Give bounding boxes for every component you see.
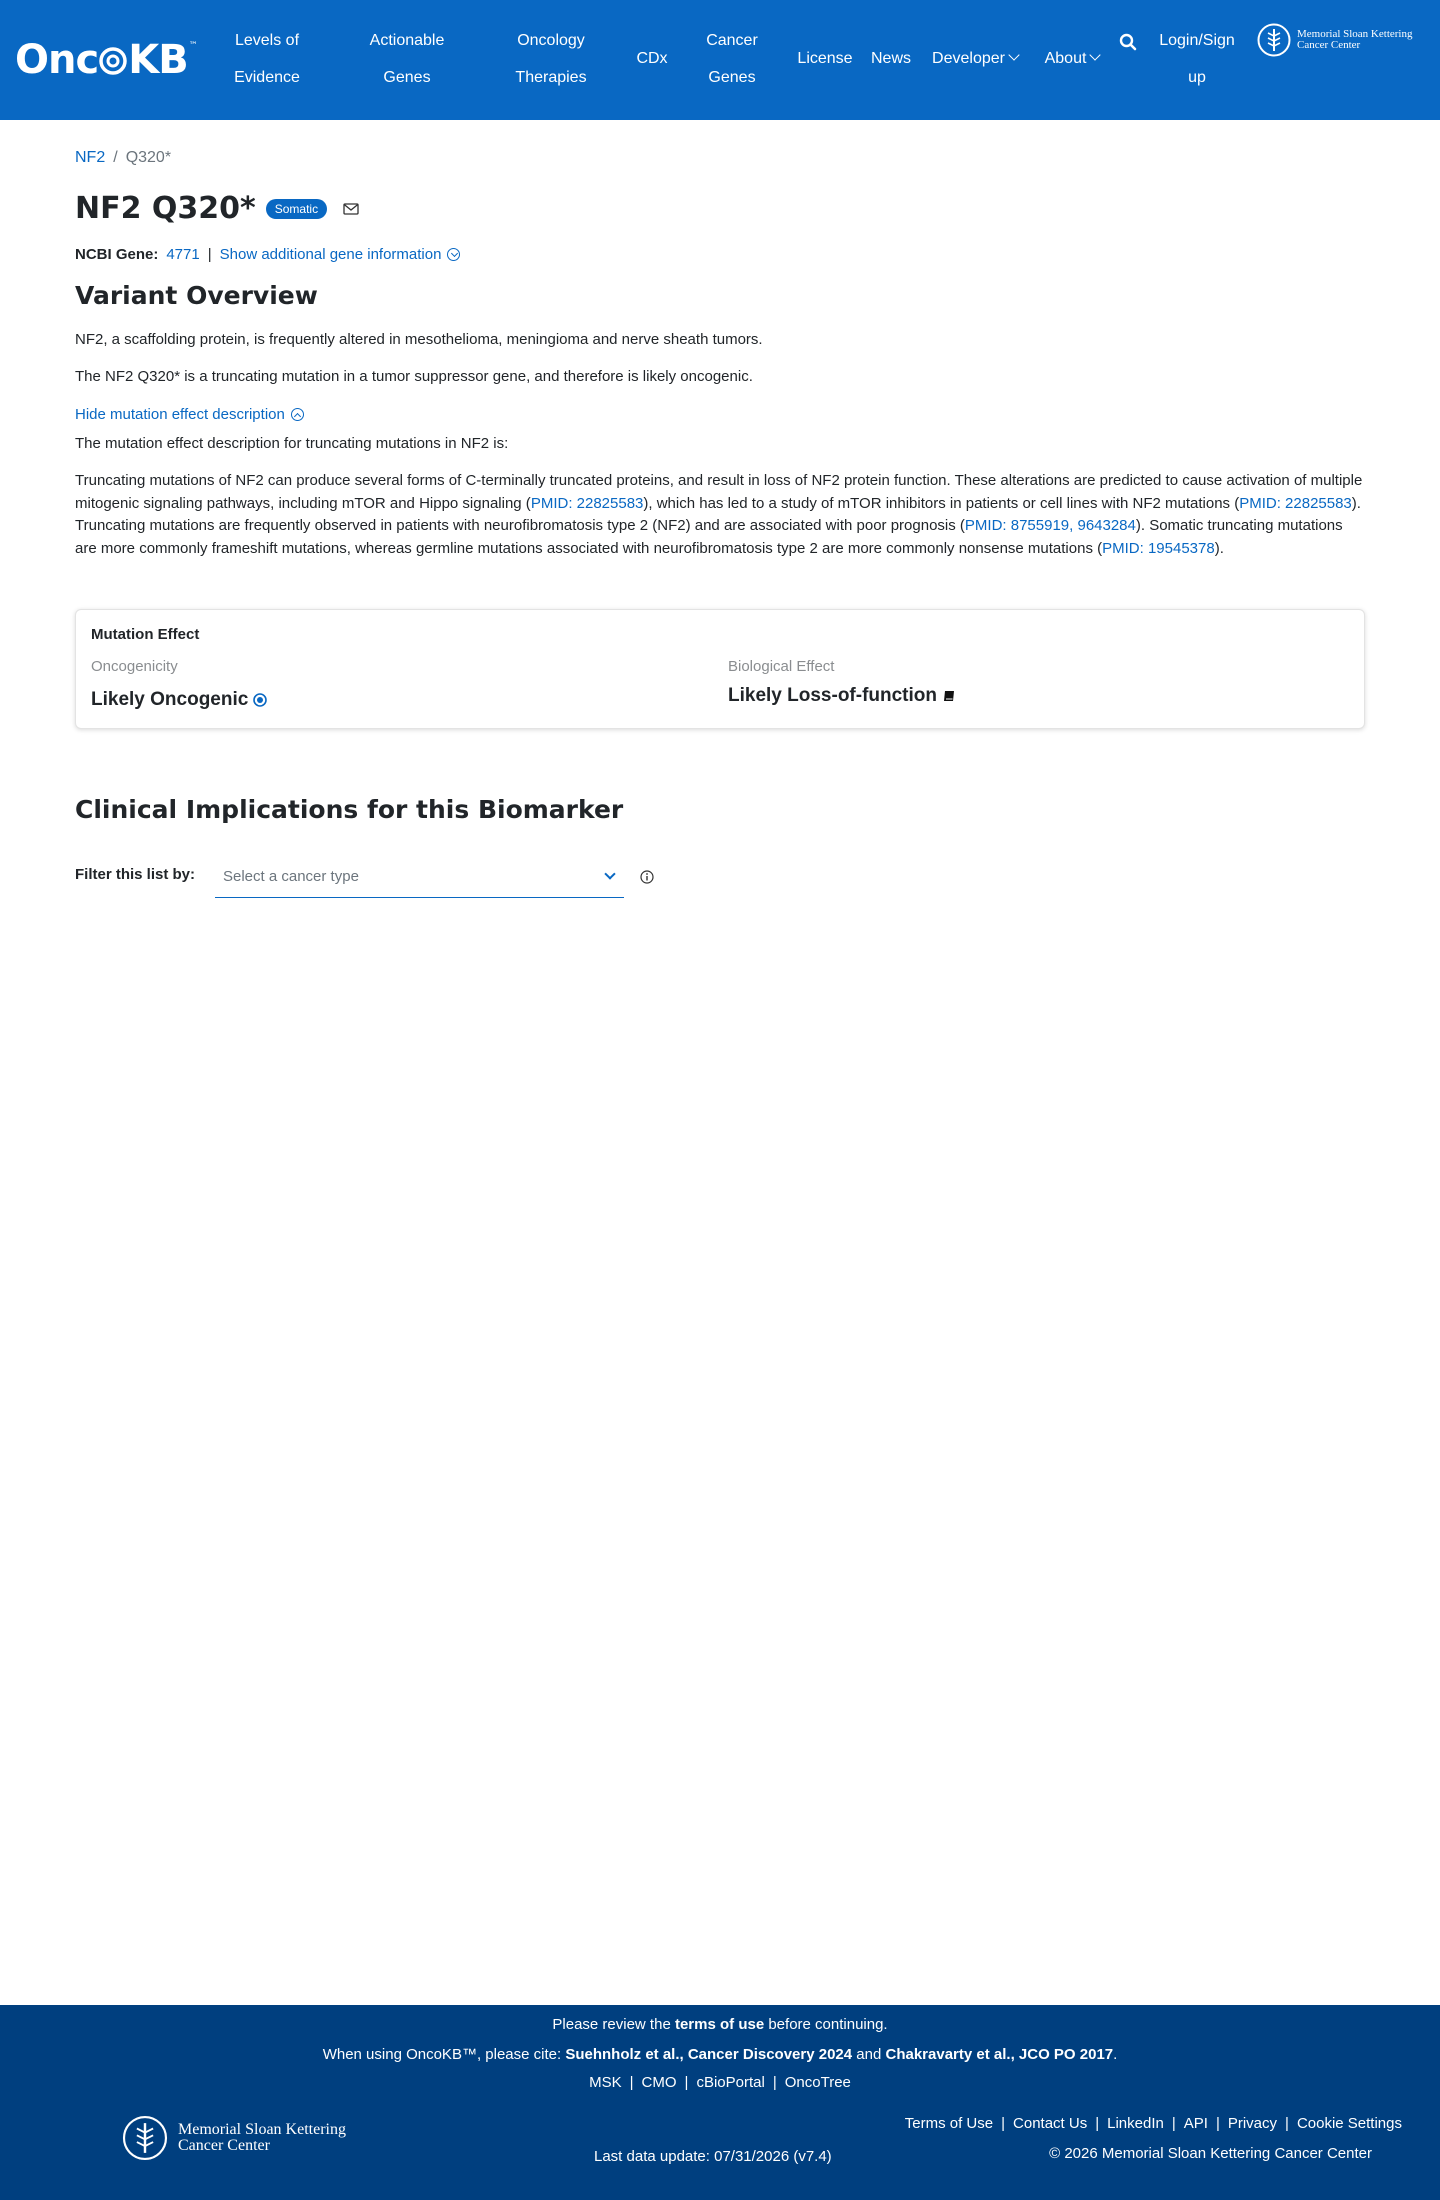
top-navbar [0,0,1440,120]
biological-effect-value [728,685,956,707]
mutation-effect-description [75,470,1365,560]
ncbi-gene-row [75,246,460,263]
breadcrumb-current: Q320* [125,149,172,166]
mutation-effect-intro: The mutation effect description for truncating mutations in NF2 is: [75,435,509,452]
nav-label-line: up [1188,69,1206,86]
citation-1: Suehnholz et al., Cancer Discovery 2024 [565,2046,853,2063]
msk-emblem-icon [1257,23,1291,57]
mutation-effect-header: Mutation Effect [91,626,200,643]
nav-label-line: Genes [708,69,756,86]
footer-text: . [1113,2046,1118,2063]
citation-line [0,2046,1440,2063]
desc-text: ). Somatic truncating mutations are more commonly frameshift mutations, whereas germline mutations associated with neurofibromatosis type 2 are more commonly nonsense mutations ( [75,517,1343,557]
clinical-implications-title: Clinical Implications for this Biomarker [75,795,624,824]
breadcrumb [75,149,171,167]
nav-label-line: Oncology [517,32,585,49]
msk-line: Cancer Center [1297,39,1361,51]
nav-label-line: Genes [383,69,431,86]
logo-text-pre: Onc [15,37,99,83]
gene-summary: NF2, a scaffolding protein, is frequently altered in mesothelioma, meningioma and nerve sheath tumors. [75,331,763,348]
last-data-update: Last data update: 07/31/2026 (v7.4) [594,2148,832,2165]
biological-effect-label: Biological Effect [728,658,835,675]
oncogenicity-value [91,689,267,711]
book-icon[interactable] [942,689,956,703]
nav-about-label: About [1044,50,1087,67]
desc-text: ). Truncating mutations are frequently observed in patients with neurofibromatosis type 2 (NF2) and are associated with poor prognosis ( [75,494,1361,534]
terms-of-use-link[interactable]: terms of use [674,2016,765,2033]
terms-link[interactable]: Terms of Use [904,2115,994,2132]
divider: | [1095,2115,1100,2132]
msk-line: Memorial Sloan Kettering [1297,28,1413,40]
hide-mutation-effect-toggle[interactable] [75,404,304,427]
oncogenic-target-icon [253,693,267,707]
msk-emblem-icon [122,2113,168,2163]
footer-right-links [905,2115,1402,2132]
oncogenicity-value-text: Likely Oncogenic [91,689,249,710]
footer-msk-logo[interactable] [122,2113,346,2163]
footer-link-oncotree[interactable]: OncoTree [784,2074,851,2091]
msk-logo-text [1297,29,1412,51]
search-icon[interactable] [1119,33,1137,51]
contact-link[interactable]: Contact Us [1013,2115,1088,2132]
divider: | [684,2074,689,2091]
logo-target-icon [99,47,127,75]
api-link[interactable]: API [1183,2115,1208,2132]
divider: | [1285,2115,1289,2132]
pmid-link[interactable]: PMID: 22825583 [1239,494,1352,512]
nav-cdx[interactable]: CDx [636,50,668,67]
filter-label: Filter this list by: [75,866,196,883]
footer-link-msk[interactable]: MSK [589,2074,622,2091]
nav-oncology-therapies[interactable] [506,22,596,96]
msk-logo-text [178,2122,346,2154]
biological-effect-value-text: Likely Loss-of-function [728,685,937,706]
footer [0,2005,1440,2200]
pmid-link[interactable]: PMID: 22825583 [530,494,644,512]
variant-summary: The NF2 Q320* is a truncating mutation in a tumor suppressor gene, and therefore is likely oncogenic. [75,368,753,385]
footer-text: and [852,2046,886,2063]
show-gene-info-label: Show additional gene information [219,246,442,263]
pmid-link[interactable]: PMID: 8755919, 9643284 [964,517,1136,534]
divider: | [1001,2115,1006,2132]
biological-effect-column [728,658,956,707]
divider: | [1215,2115,1220,2132]
nav-about-dropdown[interactable] [1037,40,1107,77]
nav-label-line: Evidence [234,69,300,86]
info-icon[interactable] [640,870,654,884]
ncbi-gene-label: NCBI Gene: [75,246,159,263]
desc-text: ), which has led to a study of mTOR inhibitors in patients or cell lines with NF2 mutations ( [643,494,1240,512]
nav-news[interactable]: News [870,50,911,67]
msk-logo[interactable] [1257,23,1412,57]
logo-text-post: KB [128,37,188,83]
chevron-circle-up-icon [291,408,304,421]
nav-label-line: Levels of [234,32,300,49]
cancer-type-select[interactable] [215,860,624,898]
mutation-effect-card [75,609,1365,729]
cookie-settings-link[interactable]: Cookie Settings [1296,2115,1402,2132]
nav-levels-of-evidence[interactable] [226,22,308,96]
nav-cancer-genes[interactable] [700,22,764,96]
title-row [75,191,359,226]
login-signup-link[interactable] [1150,22,1244,96]
footer-text: before continuing. [764,2016,888,2033]
cancer-type-placeholder: Select a cancer type [223,868,359,885]
footer-text: When using OncoKB™, please cite: [322,2046,566,2063]
divider: | [772,2074,777,2091]
footer-link-cmo[interactable]: CMO [641,2074,677,2091]
breadcrumb-gene-link[interactable]: NF2 [75,149,106,166]
nav-license[interactable]: License [797,50,853,67]
hide-toggle-label: Hide mutation effect description [75,406,285,423]
citation-2: Chakravarty et al., JCO PO 2017 [885,2046,1114,2063]
msk-line: Memorial Sloan Kettering [178,2121,346,2138]
chevron-down-icon [1090,49,1101,60]
oncogenicity-column [91,658,267,711]
logo-trademark: ™ [188,41,197,51]
ncbi-gene-link[interactable]: 4771 [166,246,200,263]
page-title: NF2 Q320* [75,191,256,226]
nav-label-line: Login/Sign [1159,32,1235,49]
divider: | [629,2074,634,2091]
chevron-circle-down-icon [447,248,460,261]
nav-actionable-genes[interactable] [360,22,454,96]
terms-review-line [0,2016,1440,2033]
oncogenicity-label: Oncogenicity [91,658,178,675]
chevron-down-icon [1008,49,1019,60]
variant-overview-title: Variant Overview [75,281,318,310]
nav-label-line: Cancer [706,32,758,49]
pipe-divider: | [207,246,212,263]
msk-line: Cancer Center [178,2137,270,2154]
footer-text: Please review the [552,2016,675,2033]
nav-label-line: Actionable [369,32,445,49]
pmid-link[interactable]: PMID: 19545378 [1102,539,1215,557]
desc-text: ). [1214,539,1224,557]
oncokb-logo[interactable] [15,38,197,82]
show-gene-info-toggle[interactable] [220,246,461,263]
mail-icon[interactable] [343,203,359,215]
somatic-badge: Somatic [266,199,327,219]
chevron-down-icon [604,868,615,879]
desc-text: Truncating mutations of NF2 can produce several forms of C-terminally truncated proteins, and result in loss of NF2 protein function. These alterations are predicted to cause activation of multiple mitogenic signaling pathways, including mTOR and Hippo signaling ( [75,472,1363,512]
breadcrumb-separator: / [113,149,118,166]
privacy-link[interactable]: Privacy [1227,2115,1278,2132]
footer-link-cbioportal[interactable]: cBioPortal [696,2074,765,2091]
nav-developer-label: Developer [932,50,1005,67]
nav-developer-dropdown[interactable] [925,40,1025,77]
linkedin-link[interactable]: LinkedIn [1107,2115,1164,2132]
divider: | [1171,2115,1176,2132]
copyright: © 2026 Memorial Sloan Kettering Cancer Center [1049,2145,1372,2162]
footer-partner-links [0,2074,1440,2091]
nav-label-line: Therapies [515,69,587,86]
